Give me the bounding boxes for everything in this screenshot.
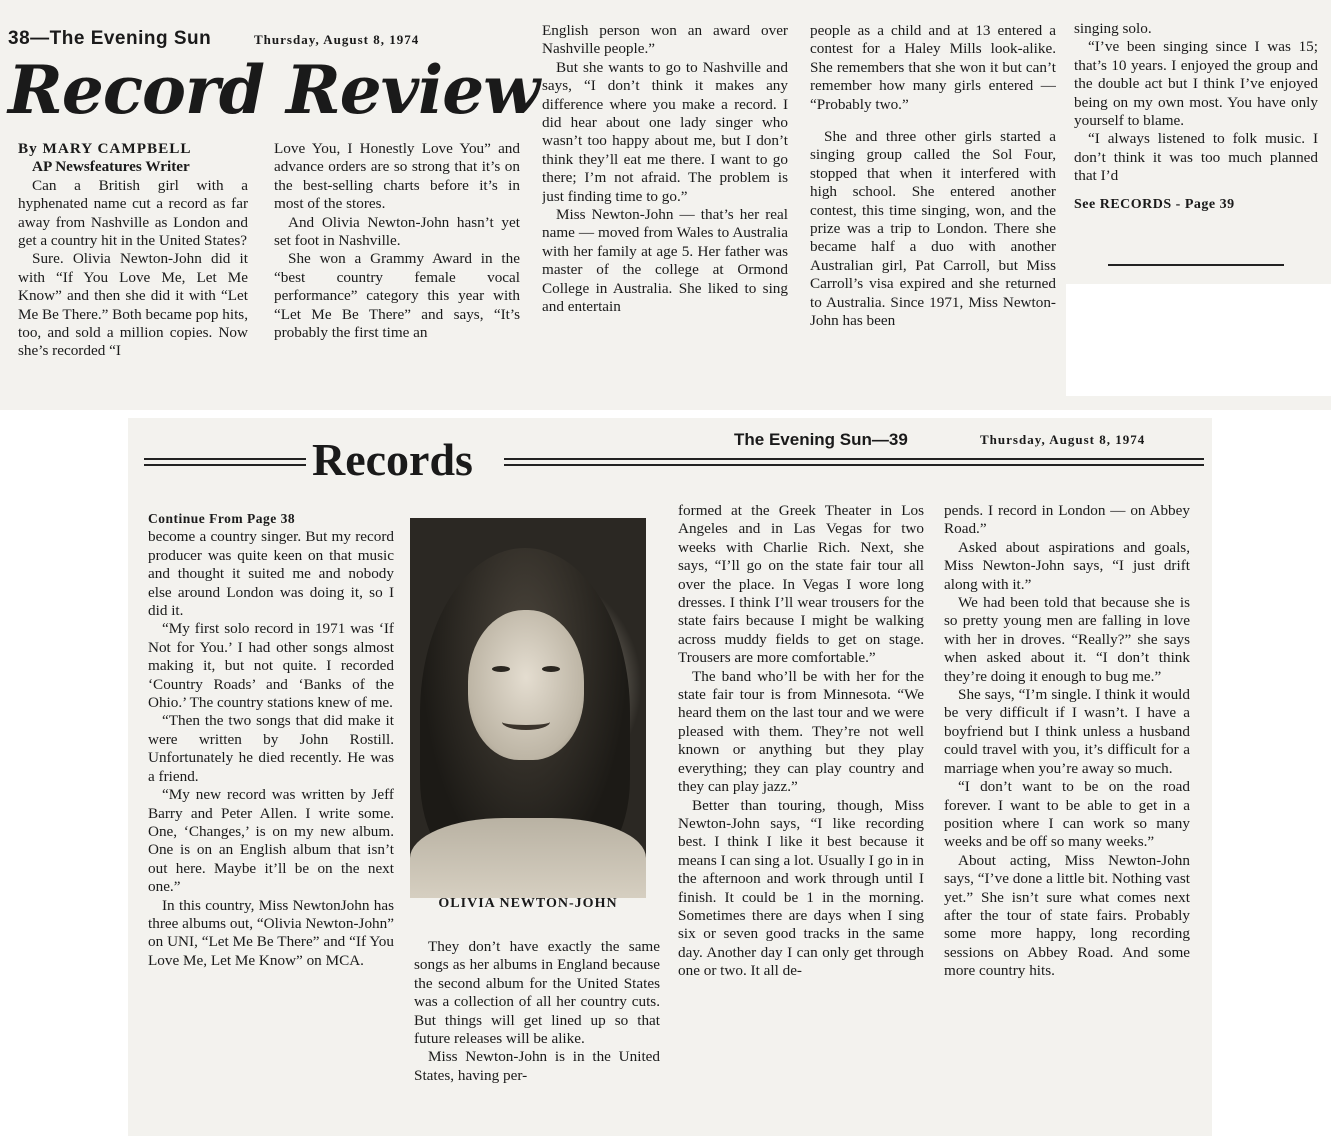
portrait-photo	[410, 518, 646, 898]
headline-record-review: Record Review	[8, 51, 540, 129]
paragraph: Sure. Olivia Newton-John did it with “If You Love Me, Let Me Know” and then she did it with “Let Me Be There.” Both became pop hits, too, and sold a million copies. Now she’s recorded “I	[18, 250, 248, 360]
article-column-2	[414, 938, 660, 1128]
clipping-record-review	[0, 0, 1331, 410]
paragraph: “I don’t want to be on the road forever. I want to be able to get in a position where I can work so many weeks and be off so many weeks.”	[944, 778, 1190, 851]
article-column-4	[810, 22, 1056, 402]
article-column-1	[148, 510, 394, 1120]
divider-rule	[504, 458, 1204, 466]
paragraph: “My first solo record in 1971 was ‘If Not for You.’ I had other songs almost making it, but not quite. I recorded ‘Country Roads’ and ‘Banks of the Ohio.’ The country stations knew of me.	[148, 620, 394, 712]
article-column-4	[944, 502, 1190, 1126]
article-column-2	[274, 140, 520, 402]
masthead-page-39: The Evening Sun—39	[734, 430, 908, 449]
issue-date: Thursday, August 8, 1974	[254, 32, 420, 47]
paragraph: They don’t have exactly the same songs as her albums in England because the second album for the United States was a collection of all her country cuts. But things will get lined up so that future releases will be alike.	[414, 938, 660, 1048]
paragraph: “Then the two songs that did make it were written by John Rostill. Unfortunately he died recently. He was a friend.	[148, 712, 394, 785]
paragraph: In this country, Miss NewtonJohn has three albums out, “Olivia Newton-John” on UNI, “Let Me Be There” and “If You Love Me, Let Me Know” on MCA.	[148, 896, 394, 969]
blank-area	[1066, 284, 1331, 396]
paragraph: We had been told that because she is so pretty young men are falling in love with her in droves. “Really?” she says when asked about it. “I don’t think they’re doing it enough to bug me.”	[944, 594, 1190, 685]
paragraph: become a country singer. But my record producer was quite keen on that music and thought it suited me and nobody else around London was doing it, so I did it.	[148, 528, 394, 620]
paragraph: Miss Newton-John is in the United States, having per-	[414, 1048, 660, 1084]
paragraph: About acting, Miss Newton-John says, “I’ve done a little bit. Nothing vast yet.” She isn’t sure what comes next after the tour of state fairs. Probably some more happy, long recording sessions on Abbey Road. And some more country hits.	[944, 851, 1190, 980]
paragraph: singing solo.	[1074, 20, 1152, 37]
paragraph: “My new record was written by Jeff Barry and Peter Allen. I write some. One, ‘Changes,’ is on my new album. One is on an English album that isn’t out here. Maybe it’ll be on the next one.”	[148, 786, 394, 896]
clipping-records	[128, 418, 1212, 1136]
paragraph: The band who’ll be with her for the state fair tour is from Minnesota. “We heard them on the last tour and we were pleased with them. They’re not well known or anything but they play everything; they can play country and they can play jazz.”	[678, 667, 924, 796]
masthead-page-38: 38—The Evening Sun	[8, 28, 212, 49]
issue-date: Thursday, August 8, 1974	[980, 432, 1146, 447]
paragraph: “I always listened to folk music. I don’t think it was too much planned that I’d	[1074, 130, 1318, 185]
article-column-3	[678, 502, 924, 1126]
paragraph: Can a British girl with a hyphenated name cut a record as far away from Nashville as London and get a country hit in the United States?	[18, 176, 248, 250]
continuation-link: See RECORDS - Page 39	[1074, 196, 1235, 212]
paragraph: She won a Grammy Award in the “best country female vocal performance” category this year with “Let Me Be There” and says, “It’s probably the first time an	[274, 250, 520, 342]
paragraph: “I’ve been singing since I was 15; that’s 10 years. I enjoyed the group and the double act but I think I’ve enjoyed being on my own most. You have only yourself to blame.	[1074, 38, 1318, 130]
article-column-3	[542, 22, 788, 402]
byline-affiliation: AP Newsfeatures Writer	[32, 158, 190, 176]
paragraph: English person won an award over Nashville people.”	[542, 22, 788, 58]
paragraph: pends. I record in London — on Abbey Road.”	[944, 502, 1190, 538]
divider-rule	[1108, 264, 1284, 266]
continued-from: Continue From Page 38	[148, 511, 296, 526]
headline-records: Records	[306, 434, 479, 486]
article-column-5	[1074, 20, 1318, 280]
paragraph: formed at the Greek Theater in Los Angeles and in Las Vegas for two weeks with Charlie Rich. Next, she says, “I’ll go on the state fair tour all over the place. In Vegas I wore long dresses. I think I’ll wear trousers for the state fairs because I might be walking across muddy fields to get on stage. Trousers are more comfortable.”	[678, 502, 924, 667]
byline-author: By MARY CAMPBELL	[18, 140, 192, 157]
paragraph: She says, “I’m single. I think it would be very difficult if I wasn’t. I have a boyfriend but I think unless a husband could travel with you, it’s difficult for a marriage when you’re away so much.	[944, 686, 1190, 777]
paragraph: But she wants to go to Nashville and says, “I don’t think it makes any difference where you make a record. I did hear about one lady singer who wasn’t too happy about me, but I don’t think they’ll eat me there. I want to go there; I’m not afraid. The problem is just finding time to go.”	[542, 58, 788, 205]
divider-rule	[144, 458, 314, 466]
photo-caption: OLIVIA NEWTON-JOHN	[438, 896, 618, 911]
paragraph: Better than touring, though, Miss Newton-John says, “I like recording best. I think I like it best because it means I can sing a lot. Usually I go in in the afternoon and work through until I finish. It could be 1 in the morning. Sometimes there are days when I sing six or seven good tracks in the same day. Another day I can only get through one or two. It all de-	[678, 796, 924, 980]
paragraph: people as a child and at 13 entered a contest for a Haley Mills look-alike. She remembers that she won it but can’t remember how many girls entered — “Probably two.”	[810, 22, 1056, 113]
paragraph: And Olivia Newton-John hasn’t yet set foot in Nashville.	[274, 213, 520, 250]
paragraph: Miss Newton-John — that’s her real name — moved from Wales to Australia with her family at age 5. Her father was master of the college at Ormond College in Australia. She liked to sing and entertain	[542, 206, 788, 316]
paragraph: She and three other girls started a singing group called the Sol Four, stopped that when it interfered with high school. She entered another contest, this time singing, won, and the prize was a trip to London. There she became half a duo with another Australian girl, Pat Carroll, but Miss Carroll’s visa expired and she returned to Australia. Since 1971, Miss Newton-John has been	[810, 128, 1056, 330]
paragraph: Asked about aspirations and goals, Miss Newton-John says, “I just drift along with it.”	[944, 538, 1190, 593]
article-column-1	[18, 140, 248, 402]
paragraph: Love You, I Honestly Love You” and advance orders are so strong that it’s on the best-selling charts before it’s in most of the stores.	[274, 140, 520, 213]
